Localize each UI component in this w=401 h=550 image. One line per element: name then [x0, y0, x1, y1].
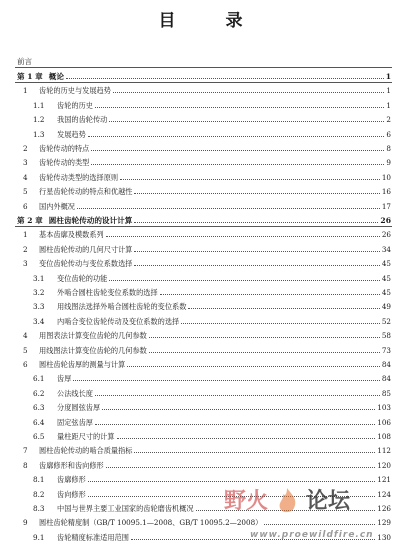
toc-leader-dots [66, 77, 384, 79]
toc-leader-dots [109, 279, 380, 281]
toc-chapter[interactable] [17, 213, 391, 225]
toc-number: 6.3 [33, 403, 45, 413]
toc-leader-dots [91, 149, 384, 151]
toc-leader-dots [134, 192, 379, 194]
toc-label: 圆柱齿轮传动的设计计算 [48, 216, 133, 225]
toc-number: 第 1 章 [17, 72, 43, 81]
toc-section[interactable] [17, 184, 391, 196]
toc-label: 外啮合圆柱齿轮变位系数的选择 [57, 288, 158, 297]
toc-section[interactable] [17, 443, 391, 455]
toc-page-number: 45 [381, 273, 391, 283]
toc-number: 3 [23, 158, 28, 168]
flame-icon [274, 486, 300, 516]
toc-number: 8.3 [33, 504, 45, 513]
toc-number: 1.2 [33, 115, 45, 125]
toc-page-number: 9 [386, 158, 391, 168]
toc-page-number: 120 [377, 460, 391, 470]
toc-page-number: 2 [386, 115, 391, 125]
watermark-right-text: 论坛 [306, 489, 351, 514]
toc-page-number: 85 [381, 388, 391, 398]
toc-page-number: 130 [377, 532, 391, 542]
toc-subsection[interactable] [17, 314, 391, 326]
toc-leader-dots [73, 379, 379, 381]
toc-page-number: 58 [381, 331, 391, 341]
toc-number: 2 [23, 144, 28, 153]
toc-leader-dots [91, 163, 384, 165]
toc-subsection[interactable] [17, 271, 391, 283]
toc-section[interactable] [17, 458, 391, 470]
toc-leader-dots [134, 250, 379, 252]
toc-label: 用图表法计算变位齿轮的几何参数 [39, 331, 147, 341]
toc-page-number: 121 [377, 475, 391, 485]
toc-label: 国内外概况 [39, 201, 75, 211]
toc-leader-dots [127, 365, 380, 367]
toc-number: 3 [23, 259, 28, 269]
toc-leader-dots [134, 221, 378, 223]
toc-label: 齿轮精度标准适用范围 [57, 532, 129, 542]
toc-label: 量柱距尺寸的计算 [57, 432, 115, 441]
toc-label: 圆柱齿轮传动的啮合质量指标 [39, 446, 133, 456]
toc-leader-dots [134, 264, 379, 266]
toc-subsection[interactable] [17, 98, 391, 110]
toc-label: 齿廓修形和齿向修形 [39, 460, 104, 470]
toc-section[interactable] [17, 155, 391, 167]
toc-chapter[interactable] [17, 69, 391, 81]
toc-page-number: 52 [381, 316, 391, 326]
toc-leader-dots [95, 423, 375, 425]
toc-number: 1 [23, 86, 28, 96]
toc-number: 1.3 [33, 129, 45, 139]
toc-leader-dots [106, 235, 380, 237]
toc-section[interactable] [17, 343, 391, 355]
toc-page-number: 1 [385, 72, 391, 81]
toc-label: 齿轮传动的特点 [39, 144, 90, 153]
toc-page-number: 6 [386, 129, 391, 139]
toc-subsection[interactable] [17, 299, 391, 311]
toc-leader-dots [134, 451, 375, 453]
toc-leader-dots [88, 480, 376, 482]
toc-number: 3.1 [33, 273, 45, 283]
toc-label: 齿轮的历史与发展趋势 [39, 86, 111, 96]
toc-number: 6.1 [33, 374, 45, 384]
toc-subsection[interactable] [17, 127, 391, 139]
toc-page-number: 26 [381, 230, 391, 240]
toc-subsection[interactable] [17, 112, 391, 124]
toc-number: 6.4 [33, 417, 45, 427]
toc-subsection[interactable] [17, 415, 391, 427]
toc-leader-dots [95, 106, 384, 108]
toc-page-number: 1 [386, 86, 391, 96]
toc-leader-dots [77, 207, 380, 209]
toc-page-number: 103 [377, 403, 391, 413]
toc-number: 1.1 [33, 100, 45, 110]
toc-section[interactable] [17, 227, 391, 239]
toc-page-number: 49 [381, 302, 391, 312]
toc-number: 5 [23, 345, 28, 355]
toc-label: 概论 [48, 72, 64, 81]
watermark [218, 484, 401, 550]
toc-section[interactable] [17, 256, 391, 268]
toc-page-number: 126 [377, 504, 391, 513]
toc-number: 8.2 [33, 489, 45, 499]
toc-leader-dots [160, 293, 380, 295]
toc-page-number: 112 [377, 446, 391, 456]
toc-label: 公法线长度 [57, 388, 93, 398]
toc-number: 8 [23, 460, 28, 470]
toc-page-number: 34 [381, 244, 391, 254]
toc-page-number: 84 [381, 374, 391, 384]
toc-label: 分度圆弦齿厚 [57, 403, 101, 413]
toc-label: 用线图法选择外啮合圆柱齿轮的变位系数 [57, 302, 187, 312]
toc-number: 6.5 [33, 432, 45, 441]
toc-subsection[interactable] [17, 285, 391, 297]
toc-number: 8.1 [33, 475, 45, 485]
toc-label: 齿厚 [57, 374, 72, 384]
toc-leader-dots [109, 120, 384, 122]
toc-page-number: 45 [381, 259, 391, 269]
toc-page-number: 108 [377, 432, 391, 441]
toc-label: 固定弦齿厚 [57, 417, 93, 427]
toc-label: 中国与世界主要工业国家的齿轮磨齿机概况 [57, 504, 194, 513]
toc-section[interactable] [17, 242, 391, 254]
toc-leader-dots [106, 466, 376, 468]
toc-number: 6 [23, 201, 28, 211]
toc-number: 9 [23, 518, 28, 528]
toc-leader-dots [181, 322, 380, 324]
toc-subsection[interactable] [17, 400, 391, 412]
toc-section[interactable] [17, 83, 391, 95]
toc-label: 发展趋势 [57, 129, 86, 139]
toc-label: 变位齿轮的功能 [57, 273, 108, 283]
toc-number: 第 2 章 [17, 216, 43, 225]
toc-label: 齿轮传动的类型 [39, 158, 90, 168]
toc-page-number: 26 [380, 216, 391, 225]
toc-label: 我国的齿轮传动 [57, 115, 108, 125]
toc-number: 7 [23, 446, 28, 456]
toc-page-number: 8 [386, 144, 391, 153]
toc-section[interactable] [17, 170, 391, 182]
toc-number: 5 [23, 187, 28, 197]
toc-leader-dots [95, 394, 380, 396]
toc-number: 4 [23, 331, 28, 341]
toc-leader-dots [149, 351, 380, 353]
toc-section[interactable] [17, 141, 391, 153]
header-rule [15, 67, 392, 68]
toc-leader-dots [120, 178, 380, 180]
toc-number: 3.4 [33, 316, 45, 326]
toc-page-number: 45 [381, 288, 391, 297]
toc-label: 圆柱齿轮齿厚的测量与计算 [39, 360, 126, 369]
toc-leader-dots [149, 336, 380, 338]
toc-leader-dots [88, 135, 385, 137]
toc-page-number: 16 [381, 187, 391, 197]
toc-section[interactable] [17, 199, 391, 211]
toc-number: 6.2 [33, 388, 45, 398]
toc-subsection[interactable] [17, 371, 391, 383]
toc-leader-dots [113, 91, 385, 93]
toc-section[interactable] [17, 357, 391, 369]
toc-page-number: 106 [377, 417, 391, 427]
toc-label: 基本齿廓及模数系列 [39, 230, 104, 240]
toc-section[interactable] [17, 328, 391, 340]
toc-label: 行星齿轮传动的特点和优越性 [39, 187, 133, 197]
toc-number: 3.2 [33, 288, 45, 297]
toc-leader-dots [188, 307, 379, 309]
toc-page-number: 1 [386, 100, 391, 110]
toc-number: 1 [23, 230, 28, 240]
toc-page-number: 17 [381, 201, 391, 211]
watermark-left-text: 野火 [224, 489, 269, 514]
toc-number: 2 [23, 244, 28, 254]
toc-subsection[interactable] [17, 472, 391, 484]
watermark-url: www.proewildfire.cn [250, 530, 374, 540]
toc-subsection[interactable] [17, 429, 391, 441]
page-title: 目 录 [158, 11, 265, 31]
toc-page-number: 124 [377, 489, 391, 499]
toc-label: 圆柱齿轮传动的几何尺寸计算 [39, 244, 133, 254]
toc-number: 3.3 [33, 302, 45, 312]
toc-leader-dots [102, 408, 375, 410]
toc-label: 齿轮的历史 [57, 100, 93, 110]
toc-number: 4 [23, 172, 28, 182]
toc-label: 齿轮传动类型的选择原则 [39, 172, 119, 182]
toc-page-number: 10 [381, 172, 391, 182]
toc-label: 变位齿轮传动与变位系数选择 [39, 259, 133, 269]
toc-leader-dots [117, 437, 376, 439]
toc-page-number: 129 [377, 518, 391, 528]
toc-page-number: 73 [381, 345, 391, 355]
toc-label: 内啮合变位齿轮传动及变位系数的选择 [57, 316, 180, 326]
toc-number: 9.1 [33, 532, 45, 542]
toc-label: 齿向修形 [57, 489, 86, 499]
toc-subsection[interactable] [17, 386, 391, 398]
preface-entry[interactable]: 前言 [17, 57, 32, 66]
toc-label: 圆柱齿轮精度制（GB/T 10095.1—2008、GB/T 10095.2—2008） [39, 518, 263, 528]
toc-label: 用线图法计算变位齿轮的几何参数 [39, 345, 147, 355]
toc-number: 6 [23, 360, 28, 369]
toc-page-number: 84 [381, 360, 391, 369]
toc-label: 齿廓修形 [57, 475, 86, 485]
